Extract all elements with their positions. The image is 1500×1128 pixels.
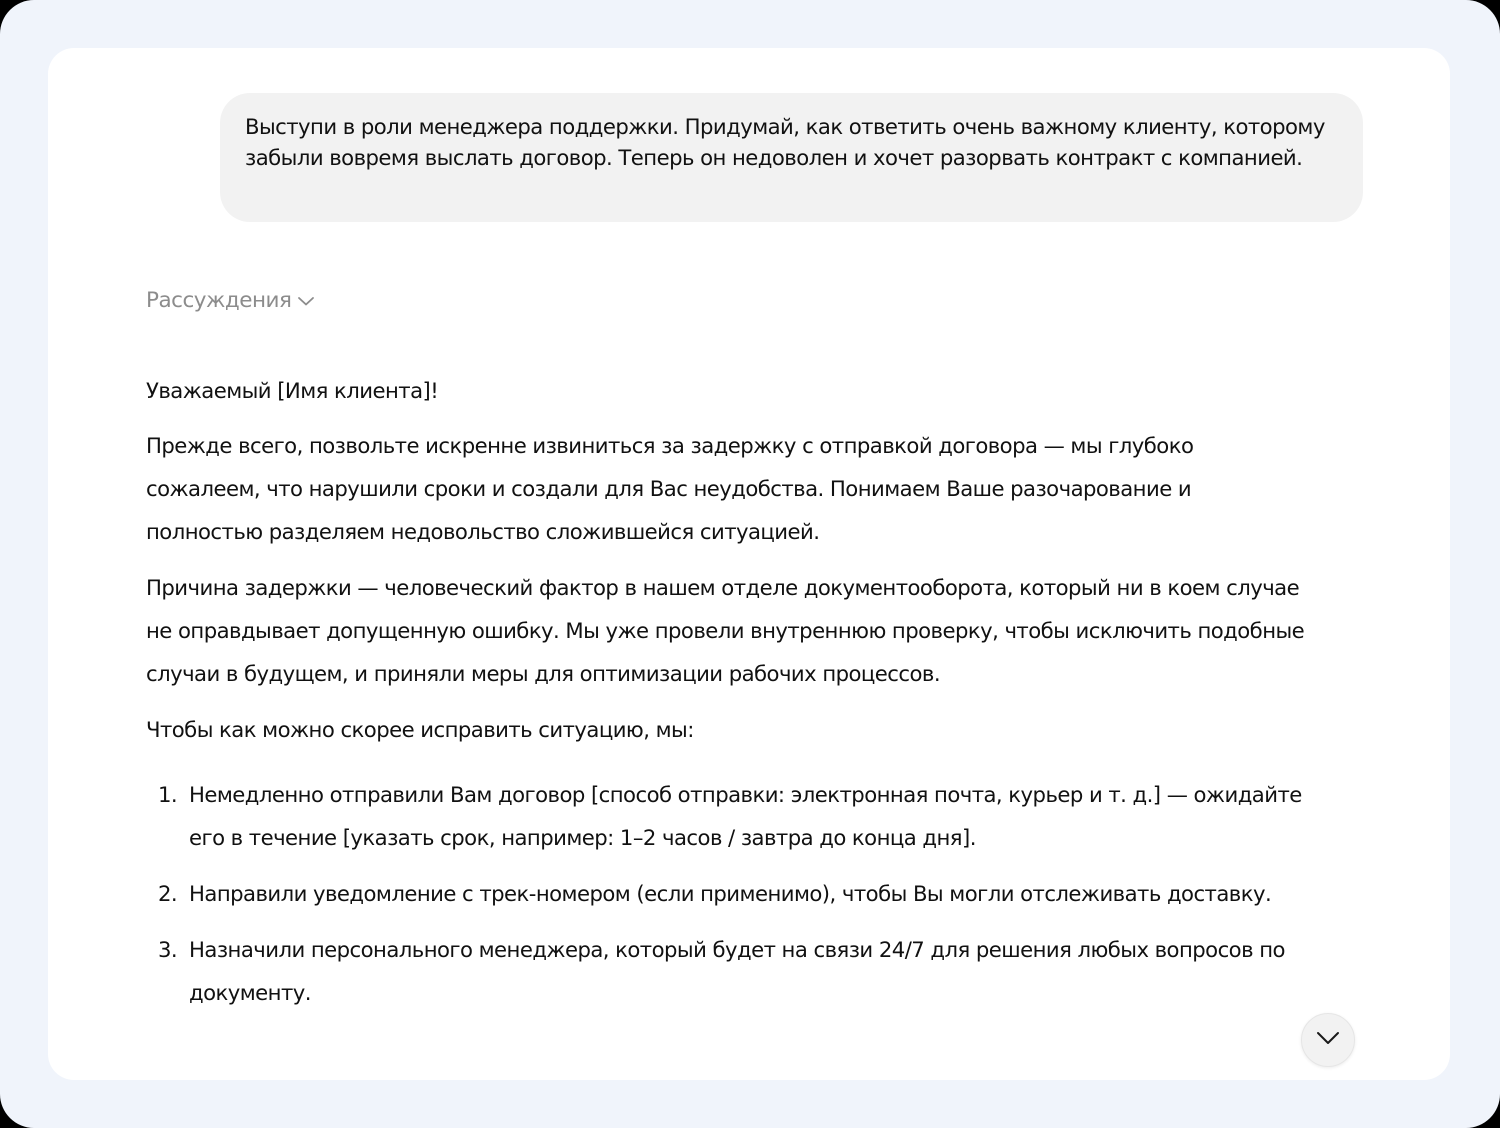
reasoning-toggle[interactable]	[146, 288, 315, 313]
assistant-answer	[146, 369, 1306, 1027]
user-message-text: Выступи в роли менеджера поддержки. Придумай, как ответить очень важному клиенту, которому забыли вовремя выслать договор. Теперь он недоволен и хочет разорвать контракт с компанией.	[245, 114, 1325, 170]
chat-panel	[48, 48, 1450, 1080]
list-item	[146, 773, 1306, 859]
list-item-number: 2.	[158, 881, 178, 906]
list-item-text: Назначили персонального менеджера, который будет на связи 24/7 для решения любых вопросов по документу.	[189, 937, 1285, 1005]
list-item-text: Направили уведомление с трек-номером (если применимо), чтобы Вы могли отслеживать доставку.	[189, 881, 1272, 906]
list-item-number: 3.	[158, 937, 178, 962]
answer-paragraph: Причина задержки — человеческий фактор в нашем отделе документооборота, который ни в коем случае не оправдывает допущенную ошибку. Мы уже провели внутреннюю проверку, чтобы исключить подобные случаи в будущем, и приняли меры для оптимизации рабочих процессов.	[146, 575, 1305, 686]
list-item-number: 1.	[158, 782, 178, 807]
chevron-down-icon	[297, 295, 315, 307]
answer-greeting: Уважаемый [Имя клиента]!	[146, 378, 439, 403]
scroll-to-bottom-button[interactable]	[1301, 1013, 1355, 1067]
list-item	[146, 928, 1306, 1014]
list-item-text: Немедленно отправили Вам договор [способ отправки: электронная почта, курьер и т. д.] — ожидайте его в течение [указать срок, например: 1–2 часов / завтра до конца дня].	[189, 782, 1302, 850]
answer-paragraph: Прежде всего, позвольте искренне извиниться за задержку с отправкой договора — мы глубоко сожалеем, что нарушили сроки и создали для Вас неудобства. Понимаем Ваше разочарование и полностью разделяем недовольство сложившейся ситуацией.	[146, 433, 1194, 544]
reasoning-label: Рассуждения	[146, 288, 292, 313]
list-item	[146, 872, 1306, 915]
answer-paragraph: Чтобы как можно скорее исправить ситуацию, мы:	[146, 717, 694, 742]
chevron-down-icon	[1316, 1031, 1340, 1050]
answer-list	[146, 773, 1306, 1014]
user-message-bubble	[220, 93, 1363, 222]
